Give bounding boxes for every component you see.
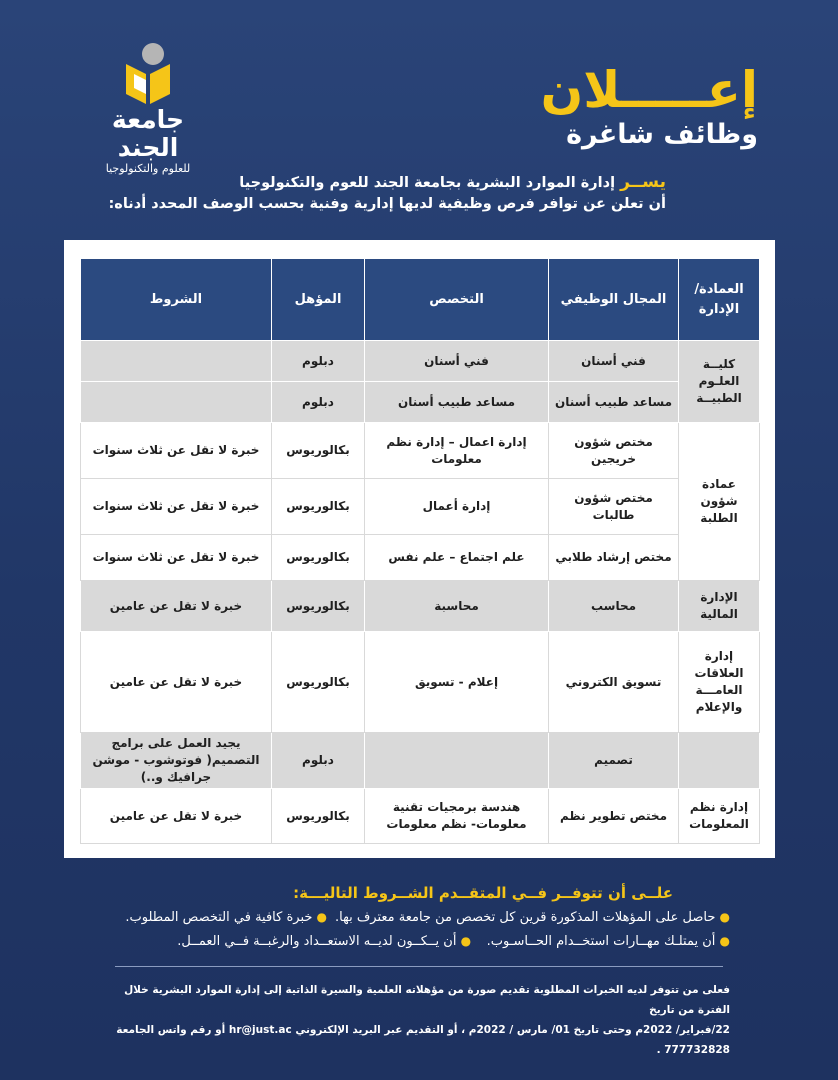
spec-cell: إدارة اعمال – إدارة نظم معلومات [365,423,549,479]
field-cell: مختص إرشاد طلابي [549,535,679,581]
bullet-icon: ● [719,934,730,948]
qual-cell: بكالوريوس [272,423,365,479]
dept-cell: عمادة شؤون الطلبة [679,423,760,581]
table-row [81,382,760,423]
qual-cell: دبلوم [272,382,365,423]
cond-cell: خبرة لا تقل عن ثلاث سنوات [81,423,272,479]
logo-name: جامعة الجند [111,105,185,162]
table-row [81,423,760,479]
table-row [81,581,760,632]
bullet-icon: ● [719,910,730,924]
announcement-subtitle: وظائف شاغرة [566,119,758,150]
cond-cell [81,382,272,423]
logo-emblem-icon [120,40,176,106]
spec-cell [365,733,549,789]
cond-cell: يجيد العمل على برامج التصميم( فوتوشوب - موشن جرافيك و..) [81,733,272,789]
spec-cell: مساعد طبيب أسنان [365,382,549,423]
note-line-1: فعلى من تتوفر لديه الخبرات المطلوبة تقديم صورة من مؤهلاته العلمية والسيرة الذاتية إلى إدارة الموارد البشرية خلال الفترة من تاريخ [124,984,730,1016]
requirement-item: خبرة كافية في التخصص المطلوب. [125,910,313,925]
bullet-icon: ● [460,934,483,948]
announcement-title: إعـــــلان [540,61,758,119]
requirement-item: أن يمتلـك مهــارات استخــدام الحــاسـوب. [486,934,716,949]
requirements-title: علــى أن تتوفــر فــي المتقــدم الشــروط التاليـــة: [293,884,673,902]
jobs-panel [64,240,775,858]
cond-cell: خبرة لا تقل عن عامين [81,581,272,632]
note-line-2: 22/فبراير/ 2022م وحتى تاريخ 01/ مارس / 2022م ، أو التقديم عبر البريد الإلكتروني hr@just.ac أو رقم واتس الجامعة 777732828 . [116,1024,730,1056]
bullet-icon: ● [316,910,331,924]
divider [115,966,723,967]
table-header-row [81,259,760,341]
spec-cell: إدارة أعمال [365,479,549,535]
qual-cell: بكالوريوس [272,535,365,581]
field-cell: مختص تطوير نظم [549,789,679,844]
spec-cell: علم اجتماع – علم نفس [365,535,549,581]
field-cell: تسويق الكتروني [549,632,679,733]
table-row [81,789,760,844]
qual-cell: دبلوم [272,733,365,789]
qual-cell: بكالوريوس [272,479,365,535]
intro-line-2: أن تعلن عن توافر فرص وظيفية لديها إدارية وفنية بحسب الوصف المحدد أدناه: [108,196,666,212]
dept-cell: كليــة العلـوم الطبيــة [679,341,760,423]
field-cell: مختص شؤون خريجين [549,423,679,479]
cond-cell: خبرة لا تقل عن ثلاث سنوات [81,479,272,535]
qual-cell: دبلوم [272,341,365,382]
intro-lead: يســر [620,172,666,192]
cond-cell [81,341,272,382]
table-row [81,535,760,581]
jobs-table [80,258,760,844]
table-row [81,341,760,382]
requirement-item: أن يــكــون لديــه الاستعــداد والرغبــة فــي العمــل. [177,934,457,949]
intro-line-1 [106,172,666,194]
dept-cell: إدارة العلاقات العامـــة والإعلام [679,632,760,733]
cond-cell: خبرة لا تقل عن ثلاث سنوات [81,535,272,581]
field-cell: مختص شؤون طالبات [549,479,679,535]
cond-cell: خبرة لا تقل عن عامين [81,789,272,844]
header-qualification: المؤهل [272,259,365,341]
intro-text [106,172,666,215]
field-cell: تصميم [549,733,679,789]
requirement-item: حاصل على المؤهلات المذكورة قرين كل تخصص من جامعة معترف بها. [334,910,716,925]
header-specialization: التخصص [365,259,549,341]
requirements-line-2 [177,932,730,951]
spec-cell: فني أسنان [365,341,549,382]
dept-cell: إدارة نظم المعلومات [679,789,760,844]
requirements-line-1 [125,908,730,927]
field-cell: مساعد طبيب أسنان [549,382,679,423]
announcement-title-block [541,62,758,152]
field-cell: فني أسنان [549,341,679,382]
spec-cell: هندسة برمجيات تقنية معلومات- نظم معلومات [365,789,549,844]
field-cell: محاسب [549,581,679,632]
qual-cell: بكالوريوس [272,632,365,733]
dept-cell [679,733,760,789]
application-note [100,980,730,1060]
table-row [81,733,760,789]
header-field: المجال الوظيفي [549,259,679,341]
university-logo [88,40,208,175]
dept-cell: الإدارة المالية [679,581,760,632]
spec-cell: إعلام - تسويق [365,632,549,733]
spec-cell: محاسبة [365,581,549,632]
table-row [81,479,760,535]
logo-tagline: للعلوم والتكنولوجيا [105,162,191,175]
qual-cell: بكالوريوس [272,789,365,844]
intro-line-1-text: إدارة الموارد البشرية بجامعة الجند للعوم والتكنولوجيا [239,175,616,191]
qual-cell: بكالوريوس [272,581,365,632]
header-conditions: الشروط [81,259,272,341]
header-dept: العمادة/ الإدارة [679,259,760,341]
cond-cell: خبرة لا تقل عن عامين [81,632,272,733]
table-row [81,632,760,733]
